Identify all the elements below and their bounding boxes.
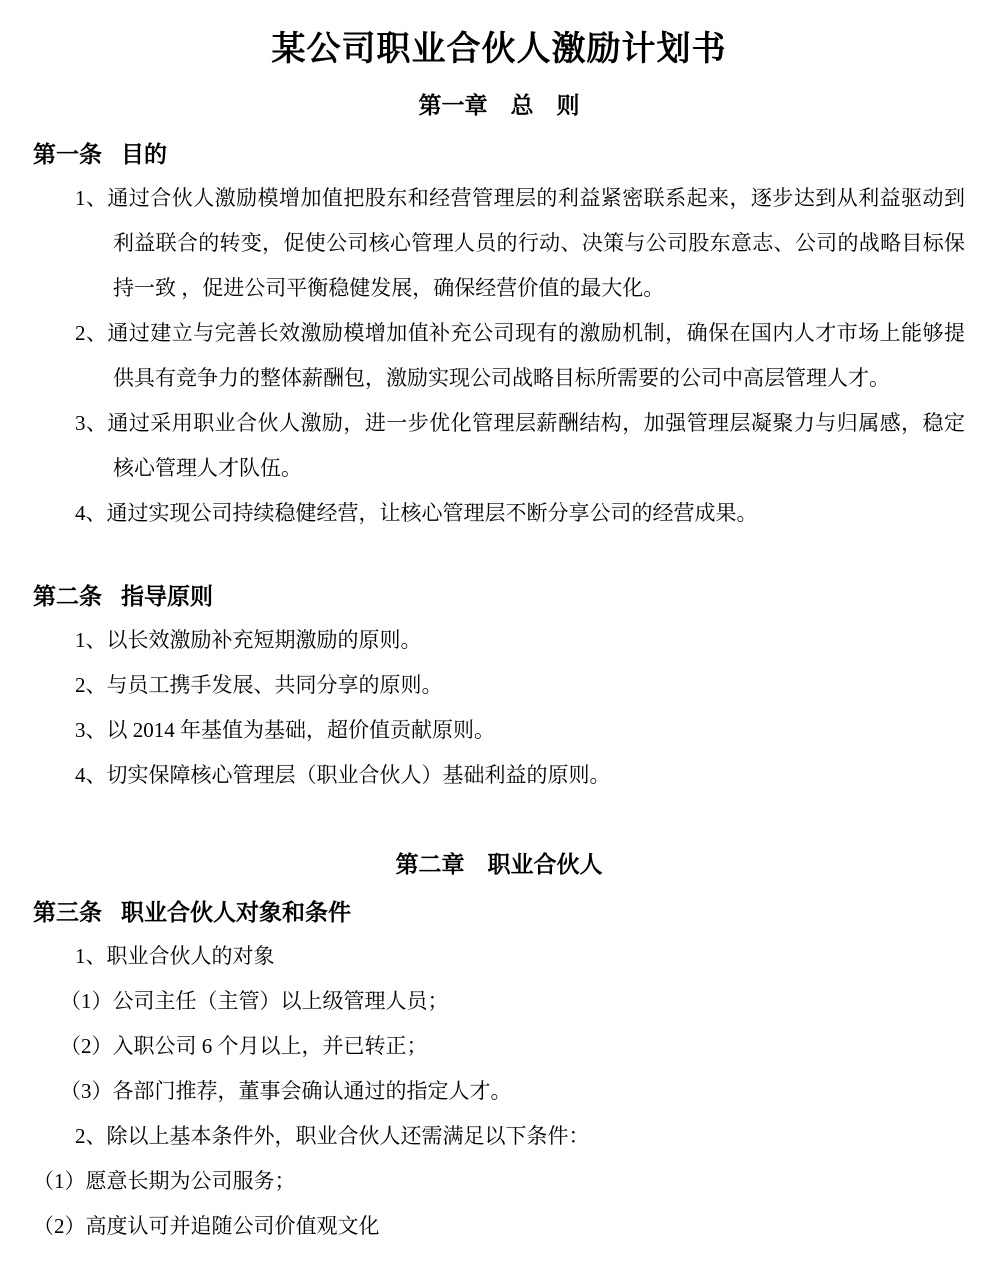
blank-line [33,798,965,842]
article-2-heading [33,580,965,612]
article-3-number: 第三条 [33,899,102,925]
article-3-sub-item-1-3: （3）各部门推荐，董事会确认通过的指定人才。 [60,1079,512,1103]
article-2-item-1: 1、以长效激励补充短期激励的原则。 [75,628,422,652]
article-3-sub-item-1-1: （1）公司主任（主管）以上级管理人员； [60,989,449,1013]
document-title: 某公司职业合伙人激励计划书 [271,30,727,68]
article-2-item-4: 4、切实保障核心管理层（职业合伙人）基础利益的原则。 [75,763,611,787]
article-1-item-4: 4、通过实现公司持续稳健经营，让核心管理层不断分享公司的经营成果。 [75,501,758,525]
article-1-heading [33,138,965,170]
article-1-item-3: 3、通过采用职业合伙人激励，进一步优化管理层薪酬结构，加强管理层凝聚力与归属感，稳定核心管理人才队伍。 [75,411,965,480]
chapter-1-heading: 第一章 总 则 [418,93,580,118]
chapter-2-heading: 第二章 职业合伙人 [395,851,603,877]
article-1-item-2: 2、通过建立与完善长效激励模增加值补充公司现有的激励机制，确保在国内人才市场上能够提供具有竞争力的整体薪酬包，激励实现公司战略目标所需要的公司中高层管理人才。 [75,321,965,390]
article-1-title: 目的 [121,141,167,167]
article-3-item-1: 1、职业合伙人的对象 [75,944,275,968]
article-3-sub-item-1-2: （2）入职公司 6 个月以上，并已转正； [60,1034,428,1058]
article-3-item-2: 2、除以上基本条件外，职业合伙人还需满足以下条件： [75,1124,590,1148]
blank-line [33,536,965,580]
article-3-sub-item-2-2: （2）高度认可并追随公司价值观文化 [33,1214,380,1238]
article-2-title: 指导原则 [121,583,213,609]
article-3-heading [33,896,965,928]
article-3-sub-item-2-1: （1）愿意长期为公司服务； [33,1169,296,1193]
article-1-item-1: 1、通过合伙人激励模增加值把股东和经营管理层的利益紧密联系起来，逐步达到从利益驱动到利益联合的转变，促使公司核心管理人员的行动、决策与公司股东意志、公司的战略目标保持一致 ，促进公司平衡稳健发展，确保经营价值的最大化。 [75,186,965,300]
article-2-item-3: 3、以 2014 年基值为基础，超价值贡献原则。 [75,718,495,742]
article-1-number: 第一条 [33,141,102,167]
article-2-item-2: 2、与员工携手发展、共同分享的原则。 [75,673,443,697]
article-2-number: 第二条 [33,583,102,609]
article-3-title: 职业合伙人对象和条件 [121,899,351,925]
